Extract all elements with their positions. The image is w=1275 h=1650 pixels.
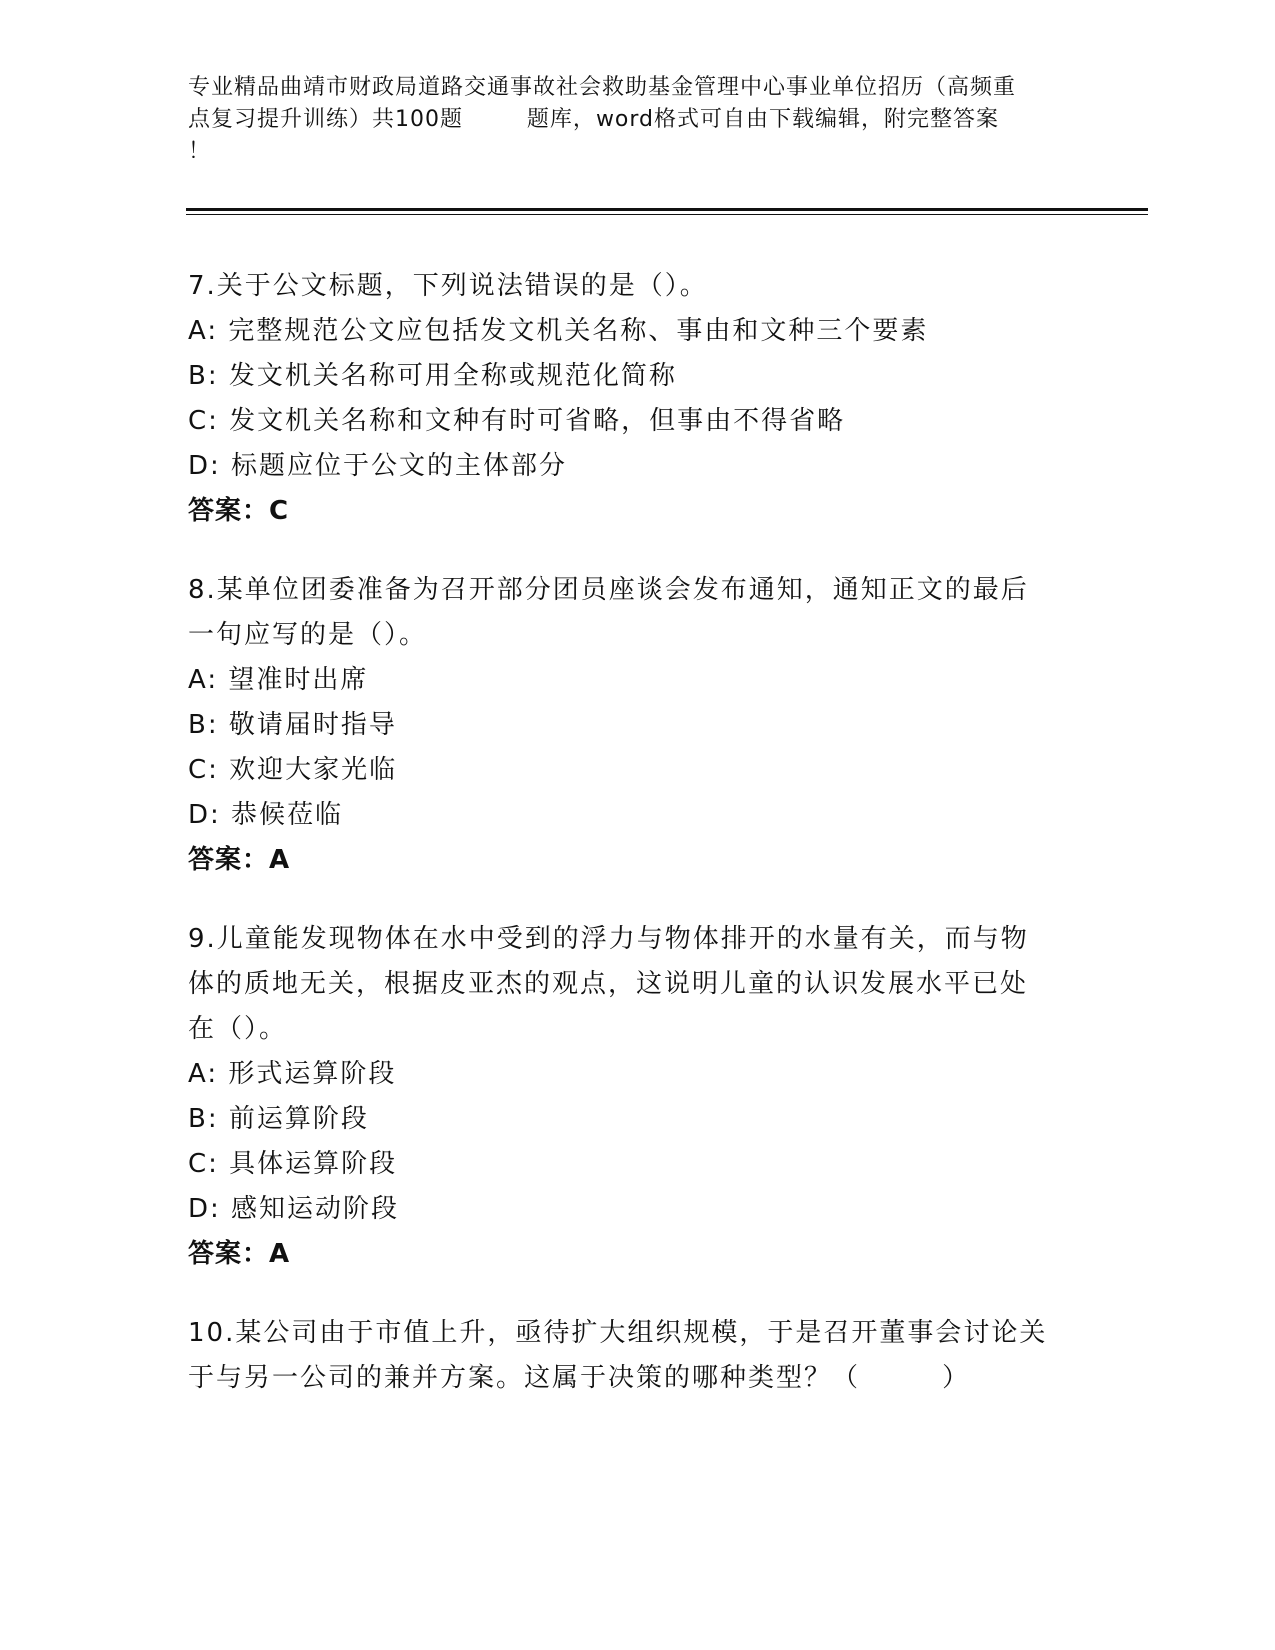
option-c: C: 具体运算阶段 bbox=[188, 1149, 398, 1179]
question-stem: 一句应写的是（）。 bbox=[188, 620, 428, 650]
header-divider-thick bbox=[186, 208, 1148, 211]
question-stem: 于与另一公司的兼并方案。这属于决策的哪种类型？（ ） bbox=[188, 1363, 971, 1393]
option-b: B: 发文机关名称可用全称或规范化简称 bbox=[188, 361, 677, 391]
option-b: B: 敬请届时指导 bbox=[188, 710, 397, 740]
header-line: 专业精品曲靖市财政局道路交通事故社会救助基金管理中心事业单位招历（高频重 bbox=[188, 75, 1017, 100]
option-c: C: 欢迎大家光临 bbox=[188, 755, 398, 785]
question-stem: 10.某公司由于市值上升，亟待扩大组织规模，于是召开董事会讨论关 bbox=[188, 1318, 1048, 1348]
option-d: D: 感知运动阶段 bbox=[188, 1194, 400, 1224]
question-stem: 在（）。 bbox=[188, 1014, 288, 1044]
answer: 答案：C bbox=[188, 496, 290, 526]
question-stem: 7.关于公文标题，下列说法错误的是（）。 bbox=[188, 271, 708, 301]
answer: 答案：A bbox=[188, 1239, 291, 1269]
header-line: 点复习提升训练）共100题 题库，word格式可自由下载编辑，附完整答案 bbox=[188, 107, 1000, 132]
question-stem: 体的质地无关，根据皮亚杰的观点，这说明儿童的认识发展水平已处 bbox=[188, 969, 1029, 999]
option-d: D: 标题应位于公文的主体部分 bbox=[188, 451, 568, 481]
option-a: A: 望准时出席 bbox=[188, 665, 369, 695]
question-stem: 9.儿童能发现物体在水中受到的浮力与物体排开的水量有关，而与物 bbox=[188, 924, 1029, 954]
question-stem: 8.某单位团委准备为召开部分团员座谈会发布通知，通知正文的最后 bbox=[188, 575, 1029, 605]
header-divider-thin bbox=[186, 214, 1148, 215]
option-a: A: 完整规范公文应包括发文机关名称、事由和文种三个要素 bbox=[188, 316, 929, 346]
question-9 bbox=[188, 917, 1088, 1277]
header-line: ！ bbox=[188, 139, 212, 164]
question-8 bbox=[188, 568, 1088, 883]
option-c: C: 发文机关名称和文种有时可省略，但事由不得省略 bbox=[188, 406, 846, 436]
question-10 bbox=[188, 1311, 1088, 1401]
answer: 答案：A bbox=[188, 845, 291, 875]
option-b: B: 前运算阶段 bbox=[188, 1104, 369, 1134]
question-7 bbox=[188, 264, 1088, 534]
option-a: A: 形式运算阶段 bbox=[188, 1059, 397, 1089]
document-header bbox=[188, 72, 1088, 168]
question-list bbox=[188, 264, 1088, 1435]
option-d: D: 恭候莅临 bbox=[188, 800, 344, 830]
